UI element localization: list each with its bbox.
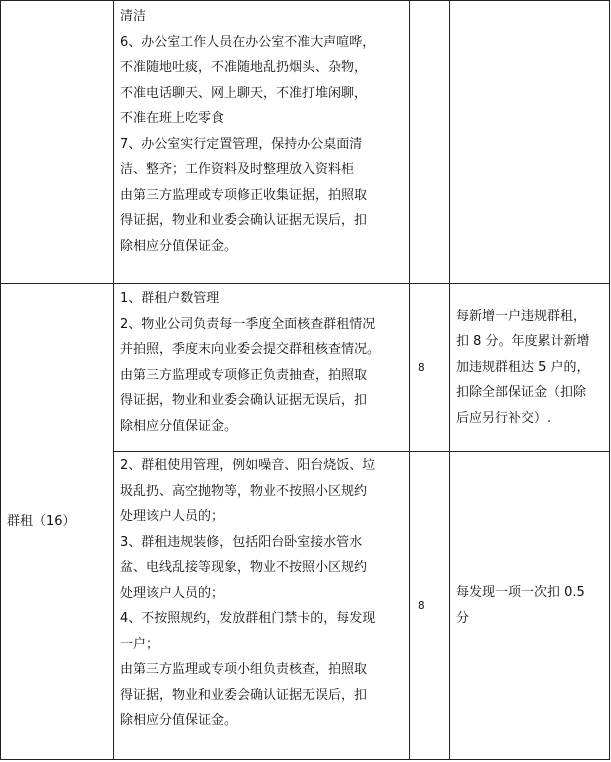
requirement-line: 由第三方监理或专项修正负责抽查，拍照取 [120,367,368,383]
penalty-line: 扣除全部保证金（扣除 [456,385,587,401]
table-row [1,1,610,284]
requirement-line: 由第三方监理或专项修正收集证据，拍照取 [120,187,368,203]
requirement-line: 3、群租违规装修，包括阳台卧室接水管水 [120,534,363,550]
penalty-line: 每新增一户违规群租， [456,308,587,324]
requirement-line: 并拍照，季度末向业委会提交群租核查情况。 [120,342,381,357]
penalty-cell [450,1,610,284]
penalty-line: 分 [456,610,470,626]
requirement-line: 不准在班上吃零食 [120,111,225,126]
table-row [1,284,610,452]
penalty-cell [450,284,610,452]
requirement-line: 7、办公室实行定置管理，保持办公桌面清 [120,136,363,152]
requirement-line: 得证据，物业和业委会确认证据无误后，扣 [120,393,368,408]
category-cell [1,1,114,284]
requirement-line: 由第三方监理或专项小组负责核查，拍照取 [120,662,368,677]
penalty-line: 扣 8 分。年度累计新增 [456,334,590,350]
requirement-line: 除相应分值保证金。 [120,418,238,434]
score-cell: 8 [410,284,450,452]
requirement-line: 圾乱扔、高空抛物等，物业不按照小区规约 [120,483,368,499]
category-label: 群租（16） [7,513,76,529]
requirement-line: 2、群租使用管理，例如噪音、阳台烧饭、垃 [120,458,376,473]
requirement-line: 6、办公室工作人员在办公室不准大声喧哗， [120,34,376,50]
category-cell [1,284,114,760]
score-cell [410,1,450,284]
score-cell: 8 [410,452,450,760]
requirements-cell [114,284,410,452]
requirement-line: 处理该户人员的； [120,585,225,601]
requirement-line: 处理该户人员的； [120,509,225,524]
requirement-line: 不准随地吐痰，不准随地乱扔烟头、杂物， [120,60,368,75]
requirement-line: 清洁 [120,9,147,24]
requirement-line: 不准电话聊天、网上聊天，不准打堆闲聊， [120,85,368,101]
requirement-line: 盆、电线乱接等现象，物业不按照小区规约 [120,560,368,575]
penalty-line: 后应另行补交）. [456,410,552,426]
requirement-line: 4、不按照规约，发放群租门禁卡的，每发现 [120,611,376,626]
requirement-line: 得证据，物业和业委会确认证据无误后，扣 [120,213,368,228]
requirement-line: 一户； [120,636,160,652]
requirement-line: 得证据，物业和业委会确认证据无误后，扣 [120,687,368,703]
requirement-line: 1、群租户数管理 [120,291,220,306]
requirement-line: 除相应分值保证金。 [120,713,238,728]
penalty-line: 加违规群租达 5 户的， [456,359,590,375]
requirements-cell [114,452,410,760]
requirement-line: 洁、整齐；工作资料及时整理放入资料柜 [120,162,355,177]
penalty-line: 每发现一项一次扣 0.5 [456,585,585,600]
penalty-cell [450,452,610,760]
requirement-line: 除相应分值保证金。 [120,238,238,254]
requirements-cell [114,1,410,284]
requirement-line: 2、物业公司负责每一季度全面核查群租情况 [120,316,376,332]
